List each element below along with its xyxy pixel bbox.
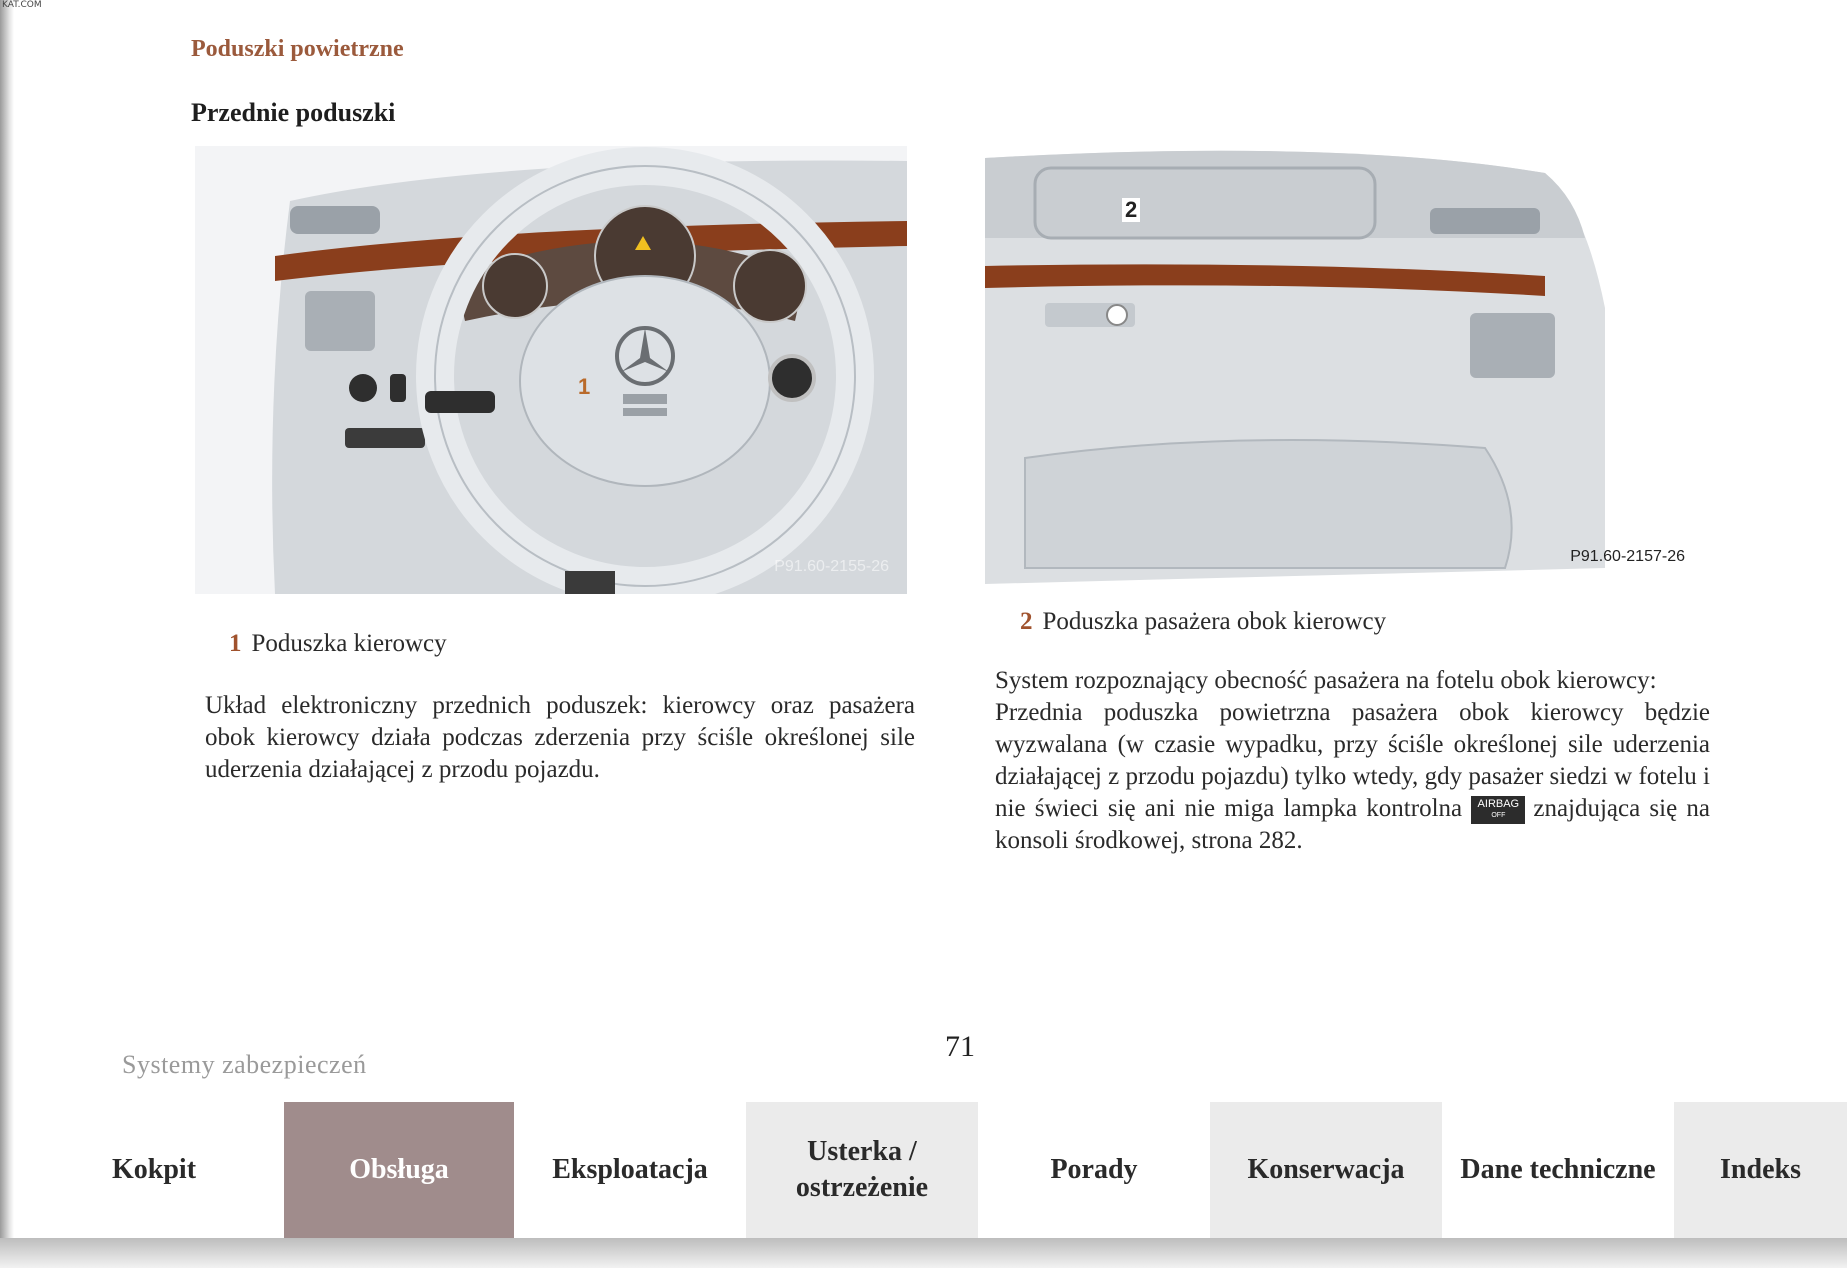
airbag-icon-label: AIRBAG — [1477, 798, 1520, 811]
tab-eksploatacja[interactable]: Eksploatacja — [552, 1154, 708, 1185]
caption-number: 1 — [229, 630, 242, 657]
body-paragraph-left: Układ elektroniczny przednich poduszek: kierowcy oraz pasażera obok kierowcy działa podczas zderzenia przy ściśle określonej sile uderzenia działającej z przodu pojazdu. — [205, 692, 915, 783]
tab-obsluga[interactable]: Obsługa — [284, 1102, 514, 1238]
subsection-title: Przednie poduszki — [191, 98, 396, 127]
passenger-airbag-text: Przednia poduszka powietrzna pasażera obok kierowcy będzie wyzwalana (w czasie wypadku, przy ściśle określonej sile uderzenia działającej z przodu pojazdu) tylko wtedy, gdy pasażer siedzi w fotelu i nie świeci się ani nie miga lampka kontrolna — [995, 699, 1710, 822]
body-paragraph-right — [995, 665, 1710, 857]
figure-code: P91.60-2155-26 — [774, 558, 889, 575]
figure-driver-airbag — [195, 146, 907, 594]
page-number: 71 — [945, 1030, 975, 1063]
console-location-text: znajdująca się na konsoli środkowej, strona 282. — [995, 795, 1711, 854]
callout-label-1: 1 — [578, 374, 591, 399]
tab-porady[interactable]: Porady — [1050, 1154, 1138, 1185]
tab-konserwacja[interactable]: Konserwacja — [1210, 1102, 1442, 1238]
passenger-dashboard-illustration — [985, 128, 1703, 584]
footer-section-name: Systemy zabezpieczeń — [122, 1050, 367, 1079]
caption-text: Poduszka kierowcy — [251, 630, 447, 657]
passenger-airbag-description — [995, 697, 1710, 857]
tab-kokpit[interactable]: Kokpit — [111, 1154, 197, 1185]
tab-indeks[interactable]: Indeks — [1674, 1102, 1847, 1238]
figure-code: P91.60-2157-26 — [1570, 548, 1685, 565]
caption-text: Poduszka pasażera obok kierowcy — [1042, 608, 1387, 635]
callout-label-2: 2 — [1122, 198, 1140, 222]
chapter-tab-bar — [24, 1102, 1847, 1238]
airbag-icon-sublabel: OFF — [1491, 812, 1506, 820]
watermark: KAT.COM — [2, 0, 42, 10]
caption-passenger-airbag — [1020, 608, 1386, 636]
section-title: Poduszki powietrzne — [191, 36, 404, 62]
caption-number: 2 — [1020, 608, 1033, 635]
page-bottom-shadow — [0, 1238, 1847, 1268]
figure-passenger-airbag — [985, 128, 1703, 584]
tab-dane-techniczne[interactable]: Dane techniczne — [1460, 1154, 1656, 1185]
airbag-off-icon — [1471, 796, 1525, 824]
dashboard-illustration — [195, 146, 907, 594]
passenger-detection-heading: System rozpoznający obecność pasażera na fotelu obok kierowcy: — [995, 667, 1657, 694]
page-binding-shadow — [0, 0, 14, 1268]
caption-driver-airbag — [229, 630, 447, 658]
tab-usterka-ostrzezenie[interactable]: Usterka / ostrzeżenie — [746, 1102, 978, 1238]
